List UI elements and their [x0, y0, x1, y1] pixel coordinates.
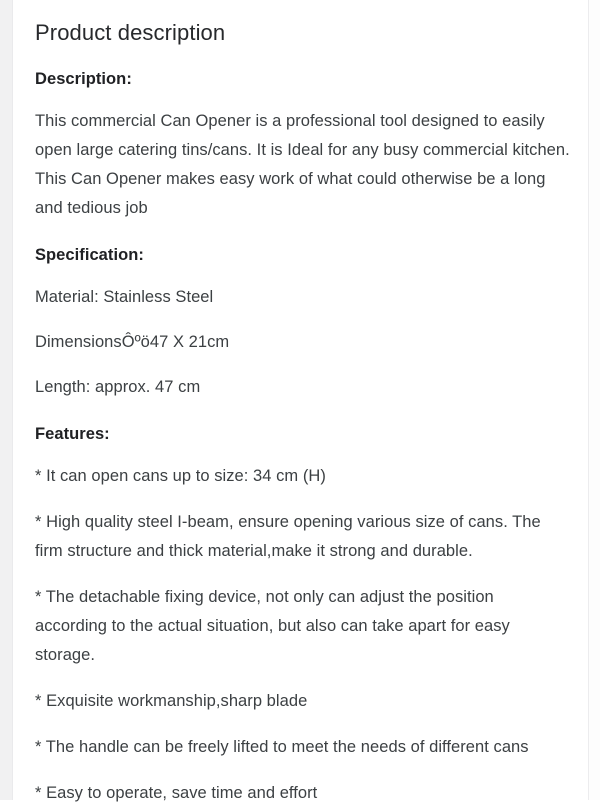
left-gutter-strip: [0, 0, 12, 800]
feature-item: * Exquisite workmanship,sharp blade: [35, 692, 308, 710]
description-heading: Description:: [35, 70, 132, 88]
feature-item: * The handle can be freely lifted to meet the needs of different cans: [35, 738, 529, 756]
specification-line-length: Length: approx. 47 cm: [35, 378, 201, 396]
description-content-area: [13, 0, 588, 800]
feature-item: * The detachable fixing device, not only can adjust the position according to the actual situation, but also can take apart for easy storage.: [35, 588, 510, 664]
specification-heading: Specification:: [35, 246, 144, 264]
description-body-text: This commercial Can Opener is a professional tool designed to easily open large catering tins/cans. It is Ideal for any busy commercial kitchen. This Can Opener makes easy work of what could otherwise be a long and tedious job: [35, 112, 570, 217]
specification-line-material: Material: Stainless Steel: [35, 288, 214, 306]
features-heading: Features:: [35, 425, 110, 443]
page-title: Product description: [35, 20, 226, 45]
specification-line-dimensions: DimensionsÔºö47 X 21cm: [35, 333, 230, 351]
feature-item: * Easy to operate, save time and effort: [35, 784, 318, 802]
right-gutter-strip: [589, 0, 600, 800]
feature-item: * It can open cans up to size: 34 cm (H): [35, 467, 326, 485]
feature-item: * High quality steel I-beam, ensure opening various size of cans. The firm structure and thick material,make it strong and durable.: [35, 513, 541, 560]
